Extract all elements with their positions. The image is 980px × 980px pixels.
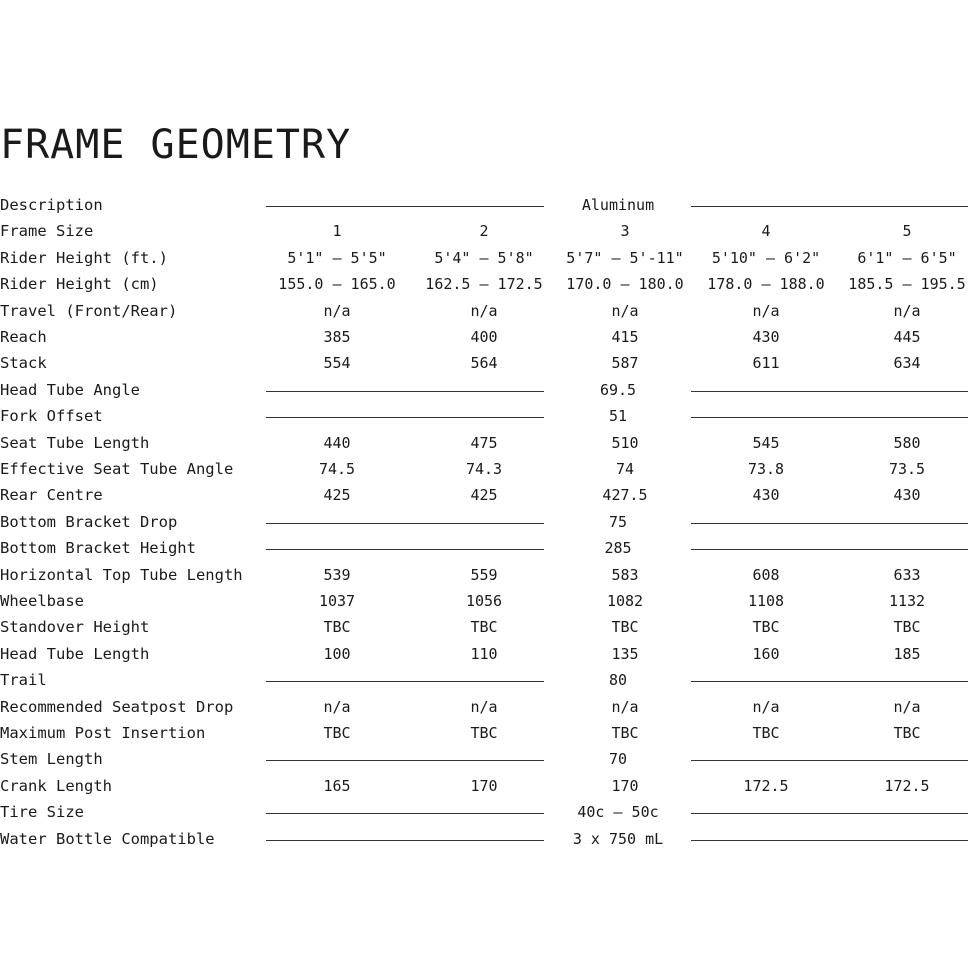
- row-label: Head Tube Length: [0, 644, 150, 663]
- row-label: Horizontal Top Tube Length: [0, 565, 243, 584]
- span-rule: [266, 760, 544, 761]
- table-row: [0, 535, 980, 561]
- row-label: Recommended Seatpost Drop: [0, 697, 234, 716]
- row-label: Head Tube Angle: [0, 380, 140, 399]
- row-value: TBC: [323, 618, 351, 637]
- row-value: 545: [752, 433, 780, 452]
- row-label: Rider Height (ft.): [0, 248, 168, 267]
- table-row: [0, 509, 980, 535]
- row-value: TBC: [752, 618, 780, 637]
- table-row: [0, 588, 980, 614]
- row-label: Seat Tube Length: [0, 433, 150, 452]
- row-label: Bottom Bracket Height: [0, 539, 196, 558]
- span-rule: [266, 206, 544, 207]
- row-value: 5'4" – 5'8": [434, 248, 534, 267]
- span-rule: [691, 391, 968, 392]
- row-value: 539: [323, 565, 351, 584]
- row-value: 73.8: [747, 460, 785, 478]
- span-rule: [266, 523, 544, 524]
- row-label: Travel (Front/Rear): [0, 301, 178, 320]
- row-value: 110: [470, 644, 498, 663]
- span-rule: [691, 813, 968, 814]
- table-row: [0, 350, 980, 376]
- row-value: TBC: [323, 724, 351, 742]
- row-value: 172.5: [743, 776, 789, 795]
- row-value: 6'1" – 6'5": [857, 248, 957, 267]
- row-value: 475: [470, 433, 498, 452]
- page-title: FRAME GEOMETRY: [0, 122, 352, 168]
- row-value: 580: [893, 433, 921, 452]
- table-row: [0, 218, 980, 244]
- span-rule: [691, 549, 968, 550]
- table-row: [0, 377, 980, 403]
- row-value: 5: [902, 222, 912, 241]
- row-value: 162.5 – 172.5: [425, 275, 543, 294]
- row-label: Maximum Post Insertion: [0, 724, 206, 742]
- row-value: 430: [752, 328, 780, 346]
- row-value: 425: [470, 486, 498, 505]
- span-value: 285: [604, 539, 632, 558]
- table-row: [0, 614, 980, 640]
- row-value: 430: [752, 486, 780, 505]
- row-value: TBC: [893, 724, 921, 742]
- row-value: 445: [893, 328, 921, 346]
- row-label: Tire Size: [0, 803, 84, 822]
- row-value: n/a: [893, 301, 921, 320]
- span-rule: [691, 206, 968, 207]
- table-row: [0, 562, 980, 588]
- row-value: 135: [611, 644, 639, 663]
- row-value: 3: [620, 222, 630, 241]
- span-value: 80: [608, 671, 628, 690]
- table-row: [0, 746, 980, 772]
- row-value: TBC: [611, 724, 639, 742]
- row-value: 430: [893, 486, 921, 505]
- row-value: 100: [323, 644, 351, 663]
- row-value: 5'10" – 6'2": [711, 248, 821, 267]
- row-value: TBC: [752, 724, 780, 742]
- row-value: n/a: [323, 697, 351, 716]
- row-value: 385: [323, 328, 351, 346]
- row-value: 510: [611, 433, 639, 452]
- span-rule: [266, 813, 544, 814]
- row-value: 440: [323, 433, 351, 452]
- row-value: 634: [893, 354, 921, 373]
- row-value: 185.5 – 195.5: [848, 275, 966, 294]
- row-value: 583: [611, 565, 639, 584]
- row-value: n/a: [893, 697, 921, 716]
- row-value: 1056: [465, 592, 503, 610]
- row-value: 170: [470, 776, 498, 795]
- row-value: n/a: [752, 697, 780, 716]
- span-rule: [266, 391, 544, 392]
- row-label: Trail: [0, 671, 47, 690]
- table-row: [0, 271, 980, 297]
- row-value: n/a: [323, 301, 351, 320]
- row-value: 172.5: [884, 776, 930, 795]
- row-label: Rear Centre: [0, 486, 103, 505]
- span-value: 3 x 750 mL: [572, 829, 664, 848]
- row-value: 1108: [747, 592, 785, 610]
- row-label: Rider Height (cm): [0, 275, 159, 294]
- row-label: Water Bottle Compatible: [0, 829, 215, 848]
- row-value: 427.5: [602, 486, 648, 505]
- table-row: [0, 324, 980, 350]
- row-value: 178.0 – 188.0: [707, 275, 825, 294]
- row-value: 5'7" – 5'-11": [566, 248, 684, 267]
- table-row: [0, 482, 980, 508]
- row-value: 1132: [888, 592, 926, 610]
- row-value: 1037: [318, 592, 356, 610]
- table-row: [0, 694, 980, 720]
- span-rule: [266, 840, 544, 841]
- span-value: 51: [608, 407, 628, 426]
- row-label: Stem Length: [0, 750, 103, 769]
- row-label: Frame Size: [0, 222, 94, 241]
- table-row: [0, 667, 980, 693]
- row-value: TBC: [893, 618, 921, 637]
- table-row: [0, 192, 980, 218]
- row-value: 633: [893, 565, 921, 584]
- row-value: n/a: [470, 697, 498, 716]
- row-label: Standover Height: [0, 618, 150, 637]
- row-value: 425: [323, 486, 351, 505]
- row-value: 185: [893, 644, 921, 663]
- row-value: 608: [752, 565, 780, 584]
- row-label: Crank Length: [0, 776, 112, 795]
- row-value: 74: [615, 460, 635, 478]
- table-row: [0, 826, 980, 852]
- span-rule: [266, 549, 544, 550]
- row-value: 170.0 – 180.0: [566, 275, 684, 294]
- row-label: Bottom Bracket Drop: [0, 512, 178, 531]
- row-value: 5'1" – 5'5": [287, 248, 387, 267]
- row-label: Fork Offset: [0, 407, 103, 426]
- table-row: [0, 773, 980, 799]
- row-value: 73.5: [888, 460, 926, 478]
- span-rule: [691, 417, 968, 418]
- row-value: 160: [752, 644, 780, 663]
- row-value: 611: [752, 354, 780, 373]
- row-value: TBC: [470, 618, 498, 637]
- row-label: Description: [0, 196, 103, 214]
- span-rule: [691, 681, 968, 682]
- row-value: 400: [470, 328, 498, 346]
- row-value: TBC: [470, 724, 498, 742]
- row-value: n/a: [752, 301, 780, 320]
- table-row: [0, 641, 980, 667]
- row-value: 165: [323, 776, 351, 795]
- table-row: [0, 403, 980, 429]
- span-rule: [266, 681, 544, 682]
- row-value: 2: [479, 222, 489, 241]
- table-row: [0, 456, 980, 482]
- row-value: 170: [611, 776, 639, 795]
- row-value: 1: [332, 222, 342, 241]
- row-value: 1082: [606, 592, 644, 610]
- span-rule: [691, 760, 968, 761]
- row-value: 4: [761, 222, 771, 241]
- row-value: n/a: [611, 697, 639, 716]
- span-value: 69.5: [599, 380, 637, 399]
- table-row: [0, 298, 980, 324]
- row-label: Reach: [0, 328, 47, 346]
- row-label: Stack: [0, 354, 47, 373]
- row-value: 587: [611, 354, 639, 373]
- row-value: TBC: [611, 618, 639, 637]
- table-row: [0, 430, 980, 456]
- row-value: 155.0 – 165.0: [278, 275, 396, 294]
- row-value: 74.3: [465, 460, 503, 478]
- row-label: Effective Seat Tube Angle: [0, 460, 234, 478]
- table-row: [0, 799, 980, 825]
- row-value: 559: [470, 565, 498, 584]
- span-rule: [691, 840, 968, 841]
- row-value: n/a: [611, 301, 639, 320]
- span-value: 40c – 50c: [577, 803, 659, 822]
- row-value: 564: [470, 354, 498, 373]
- span-value: Aluminum: [581, 196, 655, 214]
- table-row: [0, 720, 980, 746]
- span-rule: [691, 523, 968, 524]
- span-rule: [266, 417, 544, 418]
- row-value: 74.5: [318, 460, 356, 478]
- row-value: 415: [611, 328, 639, 346]
- table-row: [0, 245, 980, 271]
- span-value: 75: [608, 512, 628, 531]
- span-value: 70: [608, 750, 628, 769]
- row-label: Wheelbase: [0, 592, 84, 610]
- row-value: n/a: [470, 301, 498, 320]
- row-value: 554: [323, 354, 351, 373]
